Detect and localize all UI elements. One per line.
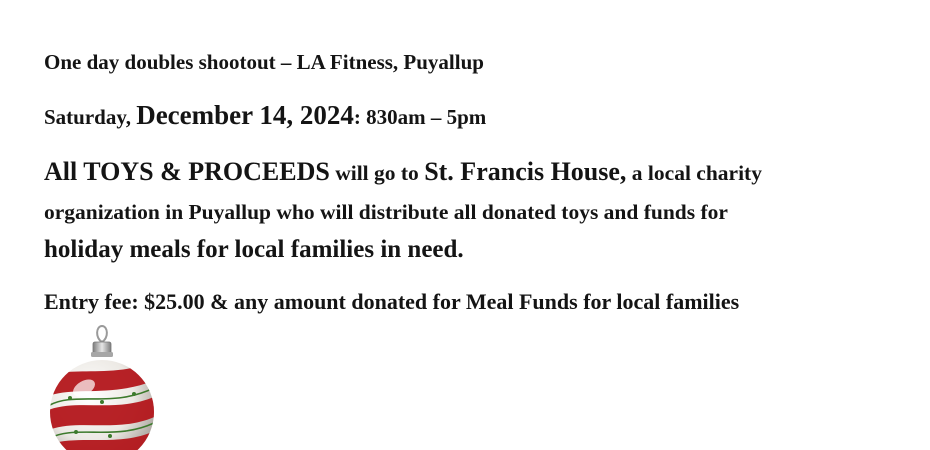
event-date: December 14, 2024 — [136, 100, 354, 130]
event-time: : 830am – 5pm — [353, 105, 487, 129]
charity-name: St. Francis House, — [424, 157, 627, 186]
toys-proceeds-text: All TOYS & PROCEEDS — [44, 157, 330, 186]
charity-line-3: holiday meals for local families in need. — [44, 236, 464, 263]
christmas-ornament-icon — [40, 322, 164, 450]
charity-descriptor: a local charity — [626, 161, 762, 185]
event-title-line: One day doubles shootout – LA Fitness, Puyallup — [44, 50, 484, 74]
entry-fee-line: Entry fee: $25.00 & any amount donated for Meal Funds for local families — [44, 289, 740, 314]
charity-line-1 — [44, 157, 762, 187]
charity-connector-text: will go to — [329, 161, 425, 185]
date-prefix: Saturday, — [44, 105, 137, 129]
event-date-line — [44, 100, 486, 131]
charity-line-2: organization in Puyallup who will distribute all donated toys and funds for — [44, 200, 728, 224]
